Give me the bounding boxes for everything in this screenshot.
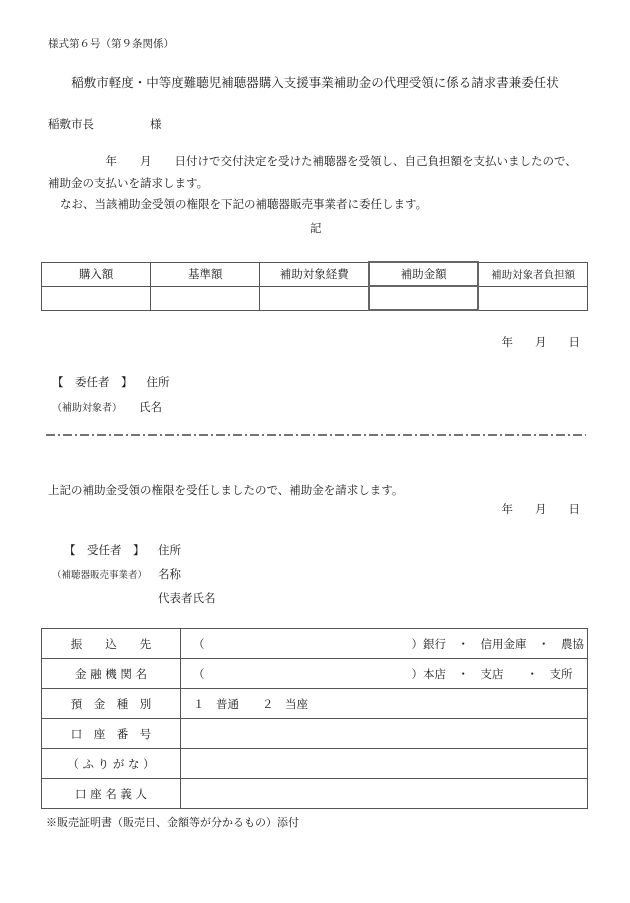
delegator-address-label: 住所 [146, 375, 170, 389]
amount-header-row [42, 262, 588, 286]
delegate-company-label: 名称 [158, 567, 181, 581]
bank-row [42, 779, 588, 809]
amount-header-cell: 購入額 [42, 262, 151, 286]
bank-row-label: 振 込 先 [42, 629, 181, 659]
amount-table [41, 261, 588, 311]
receipt-statement: 上記の補助金受領の権限を受任しましたので、補助金を請求します。 [48, 483, 404, 497]
amount-header-cell: 補助対象経費 [260, 262, 369, 286]
delegate-heading: 【 受任者 】 [64, 543, 145, 557]
bank-row-value[interactable]: （ ）銀行 ・ 信用金庫 ・ 農協 [181, 629, 588, 659]
amount-value-cell[interactable] [42, 286, 151, 310]
addressee [48, 116, 162, 132]
amount-value-row [42, 286, 588, 310]
amount-header-cell: 補助対象者負担額 [478, 262, 587, 286]
delegate-address-label: 住所 [158, 543, 181, 557]
bank-row [42, 719, 588, 749]
cut-line [46, 432, 586, 438]
bank-row-label: 口 座 名 義 人 [42, 779, 181, 809]
bank-row [42, 689, 588, 719]
amount-header-cell: 補助金額 [369, 262, 478, 286]
honorific: 様 [150, 117, 162, 131]
body-line-3: なお、当該補助金受領の権限を下記の補聴器販売事業者に委任します。 [60, 197, 428, 211]
amount-value-cell[interactable] [478, 286, 587, 310]
body-line-2: 補助金の支払いを請求します。 [48, 176, 209, 190]
form-number: 様式第６号（第９条関係） [48, 38, 174, 50]
ki-marker: 記 [310, 221, 322, 235]
bank-row [42, 749, 588, 779]
bank-row-value[interactable] [181, 749, 588, 779]
amount-value-cell[interactable] [260, 286, 369, 310]
bank-table [41, 628, 588, 809]
date-line-1: 年 月 日 [501, 335, 580, 349]
bank-row [42, 659, 588, 689]
bank-row-label: （ ふ り が な ） [42, 749, 181, 779]
document-title: 稲敷市軽度・中等度難聴児補聴器購入支援事業補助金の代理受領に係る請求書兼委任状 [71, 75, 559, 90]
bank-row-value[interactable]: １ 普通 ２ 当座 [181, 689, 588, 719]
delegator-sub: （補助対象者） [52, 403, 122, 414]
bank-row-value[interactable]: （ ）本店 ・ 支店 ・ 支所 [181, 659, 588, 689]
bank-row-label: 金 融 機 関 名 [42, 659, 181, 689]
amount-value-cell[interactable] [369, 286, 478, 310]
bank-row-label: 口 座 番 号 [42, 719, 181, 749]
footnote: ※販売証明書（販売日、金額等が分かるもの）添付 [46, 816, 299, 829]
delegate-rep-label: 代表者氏名 [158, 591, 216, 605]
bank-row-label: 預 金 種 別 [42, 689, 181, 719]
delegate-sub: （補聴器販売事業者） [52, 570, 148, 581]
bank-row [42, 629, 588, 659]
bank-row-value[interactable] [181, 719, 588, 749]
date-line-2: 年 月 日 [501, 502, 580, 516]
delegator-name-label: 氏名 [139, 400, 162, 414]
delegator-heading: 【 委任者 】 住所 [52, 375, 170, 389]
amount-value-cell[interactable] [151, 286, 260, 310]
bank-row-value[interactable] [181, 779, 588, 809]
body-line-1: 年 月 日付けで交付決定を受けた補聴器を受領し、自己負担額を支払いましたので、 [105, 154, 577, 168]
amount-header-cell: 基準額 [151, 262, 260, 286]
mayor-label: 稲敷市長 [48, 117, 94, 131]
